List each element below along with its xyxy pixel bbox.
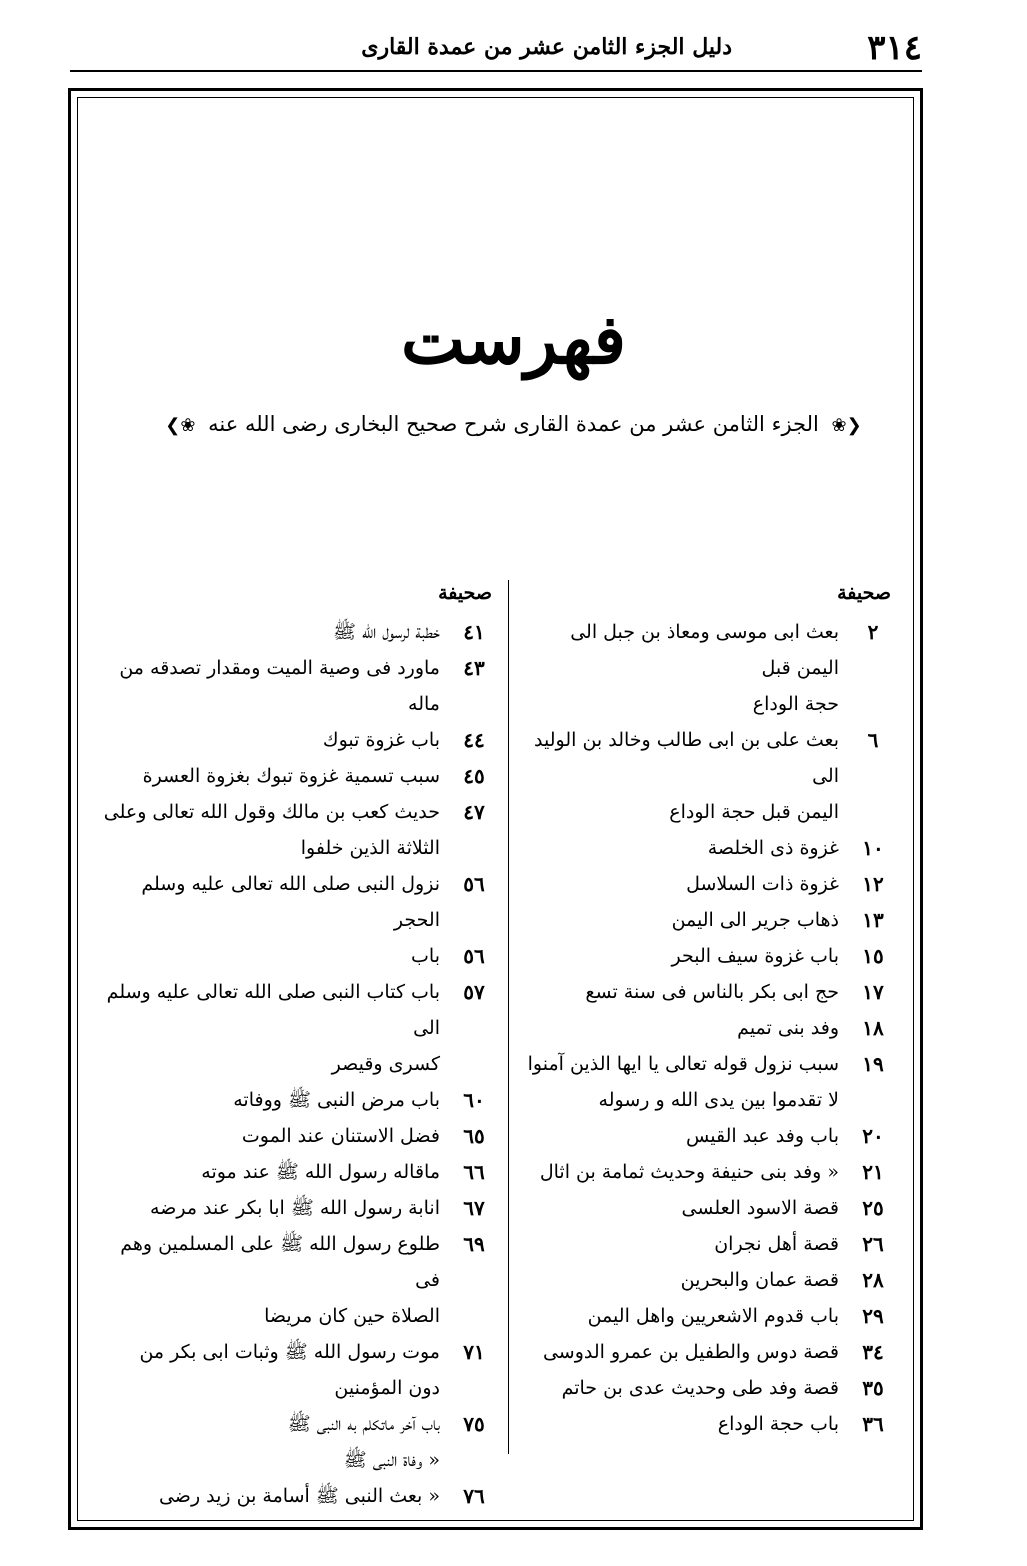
toc-entry xyxy=(523,1406,901,1442)
toc-entry xyxy=(96,722,502,758)
toc-entry-line: الثلاثة الذين خلفوا xyxy=(300,837,440,859)
header-rule xyxy=(70,70,922,72)
toc-entry-line: باب غزوة سيف البحر xyxy=(671,945,839,967)
toc-entry-title xyxy=(96,974,446,1082)
toc-entry xyxy=(96,650,502,722)
toc-entry-line: حجة الوداع xyxy=(752,693,839,715)
ornament-icon: ❀❯ xyxy=(165,415,196,436)
toc-page-number: ١٠ xyxy=(862,836,884,860)
toc-entry-line: باب آخر ماتكلم به النبى ﷺ xyxy=(287,1413,440,1435)
toc-entry-line: سبب نزول قوله تعالى يا ايها الذين آمنوا xyxy=(527,1053,839,1075)
toc-entry-line: قصة أهل نجران xyxy=(714,1233,839,1255)
toc-page-number: ٤٤ xyxy=(463,728,485,752)
toc-entry-line: ذهاب جرير الى اليمن xyxy=(671,909,839,931)
toc-entry xyxy=(523,614,901,722)
toc-entry-title xyxy=(523,1046,845,1118)
toc-entry xyxy=(96,974,502,1082)
toc-entry xyxy=(523,902,901,938)
toc-entry-title xyxy=(96,1154,446,1190)
toc-page-number: ٥٧ xyxy=(463,980,485,1004)
toc-entry-title xyxy=(523,902,845,938)
toc-page-number: ٢ xyxy=(867,620,879,644)
toc-entry-title xyxy=(96,1190,446,1226)
toc-entry xyxy=(523,1298,901,1334)
toc-entry-line: باب مرض النبى ﷺ ووفاته xyxy=(233,1089,440,1111)
toc-page-number: ٢١ xyxy=(862,1160,884,1184)
toc-entry-title xyxy=(96,614,446,650)
toc-entry-line: « بعث النبى ﷺ أسامة بن زيد رضى xyxy=(158,1485,440,1507)
toc-entry-line: انابة رسول الله ﷺ ابا بكر عند مرضه xyxy=(150,1197,440,1219)
page-title: فهرست xyxy=(400,300,627,380)
toc-entry-line: خطبة لرسول الله ﷺ xyxy=(333,621,440,643)
toc-entry-title xyxy=(523,974,845,1010)
toc-page-number: ١٧ xyxy=(862,980,884,1004)
column-heading: صحيفة xyxy=(837,582,891,604)
toc-page-number: ٧١ xyxy=(463,1340,485,1364)
toc-entry xyxy=(523,974,901,1010)
toc-entry-line: قصة عمان والبحرين xyxy=(680,1269,839,1291)
toc-entry xyxy=(523,1226,901,1262)
toc-entry-title xyxy=(96,1478,446,1514)
toc-entry-line: بعث ابى موسى ومعاذ بن جبل الى اليمن قبل xyxy=(570,621,839,679)
toc-entry-title xyxy=(523,1298,845,1334)
toc-entry xyxy=(96,758,502,794)
toc-entry-line: قصة الاسود العلسى xyxy=(681,1197,839,1219)
toc-page-number: ٦٦ xyxy=(463,1160,485,1184)
toc-page-number: ٥٦ xyxy=(463,944,485,968)
toc-entry xyxy=(523,1154,901,1190)
toc-entry xyxy=(523,1046,901,1118)
toc-entry xyxy=(96,1226,502,1334)
toc-page-number: ٦٠ xyxy=(463,1088,485,1112)
toc-page-number: ٦٥ xyxy=(463,1124,485,1148)
toc-entry-title xyxy=(96,1082,446,1118)
toc-entry xyxy=(523,1190,901,1226)
toc-entry xyxy=(523,1370,901,1406)
toc-entry xyxy=(523,938,901,974)
toc-entry xyxy=(96,866,502,938)
toc-entry-title xyxy=(523,1118,845,1154)
toc-entry xyxy=(96,1406,502,1478)
toc-entry-line: سبب تسمية غزوة تبوك بغزوة العسرة xyxy=(142,765,440,787)
toc-page-number: ٣٦ xyxy=(862,1412,884,1436)
toc-page-number: ٤٣ xyxy=(463,656,485,680)
page-number: ٣١٤ xyxy=(867,28,922,68)
toc-entry-line: غزوة ذات السلاسل xyxy=(686,873,839,895)
toc-entry-line: طلوع رسول الله ﷺ على المسلمين وهم فى xyxy=(120,1233,440,1291)
toc-entry-line: « وفاة النبى ﷺ xyxy=(343,1449,440,1471)
toc-entry-line: باب غزوة تبوك xyxy=(322,729,440,751)
toc-entry-line: موت رسول الله ﷺ وثبات ابى بكر من xyxy=(139,1341,440,1363)
toc-entry xyxy=(523,830,901,866)
column-divider xyxy=(508,580,509,1454)
toc-page-number: ٤٧ xyxy=(463,800,485,824)
subtitle-text: الجزء الثامن عشر من عمدة القارى شرح صحيح البخارى رضى الله عنه xyxy=(208,412,819,436)
toc-entry-line: بعث على بن ابى طالب وخالد بن الوليد الى xyxy=(534,729,839,787)
toc-entry-title xyxy=(523,1190,845,1226)
toc-page-number: ٧٦ xyxy=(463,1484,485,1508)
toc-page-number: ٢٠ xyxy=(862,1124,884,1148)
toc-page-number: ٢٥ xyxy=(862,1196,884,1220)
toc-entry-line: غزوة ذى الخلصة xyxy=(707,837,839,859)
page-header xyxy=(70,28,922,72)
toc-entry-title xyxy=(96,1118,446,1154)
toc-entry-title xyxy=(96,650,446,722)
toc-entry xyxy=(523,1334,901,1370)
subtitle xyxy=(0,412,1027,436)
toc-entry xyxy=(96,614,502,650)
toc-entry-title xyxy=(96,1406,446,1478)
toc-entry xyxy=(523,1262,901,1298)
toc-entry-line: الصلاة حين كان مريضا xyxy=(264,1305,440,1327)
ornament-icon: ❮❀ xyxy=(831,415,862,436)
toc-entry-line: « وفد بنى حنيفة وحديث ثمامة بن اثال xyxy=(539,1161,839,1183)
toc-entry-title xyxy=(523,938,845,974)
toc-entry xyxy=(96,1154,502,1190)
toc-entry xyxy=(523,866,901,902)
toc-column-left xyxy=(96,578,502,1514)
toc-entry-title xyxy=(523,866,845,902)
toc-page-number: ٤٥ xyxy=(463,764,485,788)
toc-entry xyxy=(96,938,502,974)
toc-entry-title xyxy=(523,722,845,830)
toc-entry-title xyxy=(523,1154,845,1190)
toc-entry-line: دون المؤمنين xyxy=(334,1377,440,1399)
toc-entry xyxy=(96,1082,502,1118)
toc-page-number: ٧٥ xyxy=(463,1412,485,1436)
toc-page-number: ٣٥ xyxy=(862,1376,884,1400)
toc-entry-title xyxy=(96,938,446,974)
toc-column-right xyxy=(523,578,901,1442)
toc-entry-title xyxy=(96,722,446,758)
toc-entry-line: نزول النبى صلى الله تعالى عليه وسلم الحجر xyxy=(141,873,440,931)
toc-page-number: ٣٤ xyxy=(862,1340,884,1364)
running-title: دليل الجزء الثامن عشر من عمدة القارى xyxy=(361,34,732,60)
toc-entry xyxy=(96,1118,502,1154)
toc-entry-line: فضل الاستنان عند الموت xyxy=(241,1125,440,1147)
toc-entry-line: ماقاله رسول الله ﷺ عند موته xyxy=(201,1161,440,1183)
column-heading: صحيفة xyxy=(438,582,492,604)
toc-entry-title xyxy=(523,1010,845,1046)
toc-entry-line: باب وفد عبد القيس xyxy=(686,1125,839,1147)
toc-entry xyxy=(96,794,502,866)
toc-entry-line: حج ابى بكر بالناس فى سنة تسع xyxy=(585,981,839,1003)
toc-page-number: ٢٩ xyxy=(862,1304,884,1328)
toc-entry-line: حديث كعب بن مالك وقول الله تعالى وعلى xyxy=(103,801,440,823)
toc-entry-title xyxy=(523,1262,845,1298)
toc-entry-line: وفد بنى تميم xyxy=(737,1017,839,1039)
toc-page-number: ٥٦ xyxy=(463,872,485,896)
toc-page-number: ١٩ xyxy=(862,1052,884,1076)
toc-entry-title xyxy=(523,1226,845,1262)
toc-page-number: ١٣ xyxy=(862,908,884,932)
toc-page-number: ٢٦ xyxy=(862,1232,884,1256)
toc-entry xyxy=(96,1334,502,1406)
toc-entry-line: قصة دوس والطفيل بن عمرو الدوسى xyxy=(542,1341,839,1363)
toc-page-number: ١٥ xyxy=(862,944,884,968)
toc-entry-line: لا تقدموا بين يدى الله و رسوله xyxy=(598,1089,839,1111)
toc-entry xyxy=(96,1190,502,1226)
toc-entry-title xyxy=(96,758,446,794)
toc-entry-title xyxy=(523,1370,845,1406)
toc-entry-title xyxy=(523,614,845,722)
toc-entry-line: اليمن قبل حجة الوداع xyxy=(669,801,839,823)
toc-entry xyxy=(523,1010,901,1046)
toc-entry-line: كسرى وقيصر xyxy=(331,1053,440,1075)
toc-entry-title xyxy=(96,1334,446,1406)
toc-entry-line: باب xyxy=(411,945,440,967)
toc-page-number: ٦ xyxy=(867,728,879,752)
toc-entry-title xyxy=(523,830,845,866)
toc-entry-line: باب حجة الوداع xyxy=(717,1413,839,1435)
toc-page-number: ٦٩ xyxy=(463,1232,485,1256)
toc-entry-line: باب كتاب النبى صلى الله تعالى عليه وسلم الى xyxy=(106,981,440,1039)
toc-entry xyxy=(96,1478,502,1514)
toc-page-number: ١٨ xyxy=(862,1016,884,1040)
toc-entry-line: قصة وفد طى وحديث عدى بن حاتم xyxy=(561,1377,839,1399)
toc-entry-title xyxy=(96,866,446,938)
toc-page-number: ٢٨ xyxy=(862,1268,884,1292)
toc-page-number: ٦٧ xyxy=(463,1196,485,1220)
toc-entry-title xyxy=(96,1226,446,1334)
toc-entry xyxy=(523,1118,901,1154)
toc-entry-line: ماورد فى وصية الميت ومقدار تصدقه من ماله xyxy=(119,657,440,715)
toc-entry-title xyxy=(523,1406,845,1442)
toc-entry-title xyxy=(523,1334,845,1370)
toc-entry xyxy=(523,722,901,830)
toc-page-number: ١٢ xyxy=(862,872,884,896)
toc-entry-line: باب قدوم الاشعريين واهل اليمن xyxy=(587,1305,839,1327)
toc-page-number: ٤١ xyxy=(463,620,485,644)
toc-entry-title xyxy=(96,794,446,866)
